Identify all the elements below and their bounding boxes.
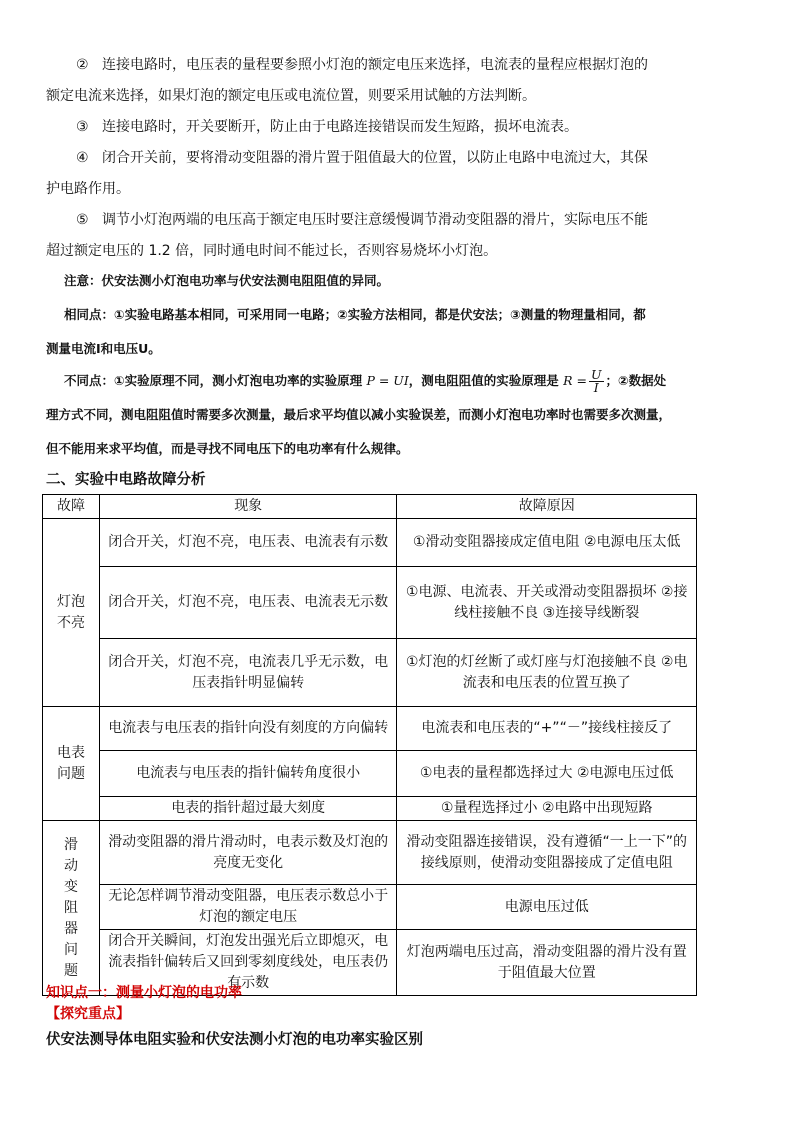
fault-group-label [43,821,100,996]
phenomenon-cell: 闭合开关，灯泡不亮，电流表几乎无示数，电压表指针明显偏转 [99,639,396,707]
formula-fraction [589,369,604,394]
note-diff-text: 不同点：①实验原理不同，测小灯泡电功率的实验原理 [64,373,363,388]
item-number: ② [76,57,89,73]
item-text: 闭合开关前，要将滑动变阻器的滑片置于阻值最大的位置，以防止电路中电流过大，其保 [102,150,648,166]
note-title [46,264,746,298]
note-diff-text-2: ，测电阻阻值的实验原理是 [408,373,559,388]
table-row [43,639,697,707]
note-diff-text-3: ；②数据处 [605,373,667,388]
phenomenon-cell: 闭合开关，灯泡不亮，电压表、电流表无示数 [99,567,396,639]
table-row [43,885,697,930]
item-3 [46,112,746,143]
section-heading: 二、实验中电路故障分析 [46,472,206,488]
item-text-cont: 额定电流来选择，如果灯泡的额定电压或电流位置，则要采用试触的方法判断。 [46,88,536,104]
cause-cell: ①量程选择过小 ②电路中出现短路 [397,797,697,821]
item-number: ⑤ [76,212,89,228]
item-4 [46,143,746,205]
note-same [46,298,746,366]
fault-group-text: 电表问题 [56,744,85,782]
note-title-text: 注意：伏安法测小灯泡电功率与伏安法测电阻阻值的异同。 [64,273,390,288]
fault-group-text: 滑动变阻器问题 [63,836,78,979]
table-row [43,519,697,567]
fault-group-text: 灯泡不亮 [56,593,85,631]
phenomenon-cell: 电流表与电压表的指针向没有刻度的方向偏转 [99,707,396,751]
cause-cell: ①灯泡的灯丝断了或灯座与灯泡接触不良 ②电流表和电压表的位置互换了 [397,639,697,707]
phenomenon-cell: 闭合开关瞬间，灯泡发出强光后立即熄灭，电流表指针偏转后又回到零刻度线处，电压表仍有示数 [99,930,396,996]
header-cause: 故障原因 [397,495,697,519]
cause-cell: 灯泡两端电压过高，滑动变阻器的滑片没有置于阻值最大位置 [397,930,697,996]
explore-key-label: 【探究重点】 [46,1006,130,1022]
cause-cell: 电源电压过低 [397,885,697,930]
header-phenomenon: 现象 [99,495,396,519]
cause-cell: ①滑动变阻器接成定值电阻 ②电源电压太低 [397,519,697,567]
item-2 [46,50,746,112]
table-row [43,707,697,751]
phenomenon-cell: 闭合开关，灯泡不亮，电压表、电流表有示数 [99,519,396,567]
formula-denominator: I [593,380,599,395]
cause-cell: 滑动变阻器连接错误，没有遵循“一上一下”的接线原则，使滑动变阻器接成了定值电阻 [397,821,697,885]
item-text: 连接电路时，开关要断开，防止由于电路连接错误而发生短路，损坏电流表。 [102,119,578,135]
cause-cell: ①电表的量程都选择过大 ②电源电压过低 [397,751,697,797]
item-number: ③ [76,119,89,135]
table-row [43,567,697,639]
fault-group-label [43,707,100,821]
note-same-text-cont: 测量电流I和电压U。 [46,341,161,356]
phenomenon-cell: 滑动变阻器的滑片滑动时，电表示数及灯泡的亮度无变化 [99,821,396,885]
table-row [43,751,697,797]
formula-power: P = UI [366,373,409,388]
formula-numerator: U [591,367,602,382]
phenomenon-cell: 电流表与电压表的指针偏转角度很小 [99,751,396,797]
cause-cell: ①电源、电流表、开关或滑动变阻器损坏 ②接线柱接触不良 ③连接导线断裂 [397,567,697,639]
item-5 [46,205,746,267]
table-row [43,821,697,885]
table-row [43,797,697,821]
knowledge-point-heading: 知识点一：测量小灯泡的电功率 [46,985,242,1001]
item-number: ④ [76,150,89,166]
item-text: 连接电路时，电压表的量程要参照小灯泡的额定电压来选择，电流表的量程应根据灯泡的 [102,57,648,73]
table-header-row [43,495,697,519]
fault-group-label [43,519,100,707]
item-text-cont: 护电路作用。 [46,181,130,197]
cause-cell: 电流表和电压表的“+”“－”接线柱接反了 [397,707,697,751]
note-diff [46,364,746,466]
item-text: 调节小灯泡两端的电压高于额定电压时要注意缓慢调节滑动变阻器的滑片，实际电压不能 [102,212,648,228]
fault-table [42,494,697,996]
final-heading: 伏安法测导体电阻实验和伏安法测小灯泡的电功率实验区别 [46,1032,423,1048]
note-diff-text-line2: 理方式不同，测电阻阻值时需要多次测量，最后求平均值以减小实验误差，而测小灯泡电功率时也需要多次测量， [46,407,672,422]
header-fault: 故障 [43,495,100,519]
phenomenon-cell: 无论怎样调节滑动变阻器，电压表示数总小于灯泡的额定电压 [99,885,396,930]
item-text-cont: 超过额定电压的 1.2 倍，同时通电时间不能过长，否则容易烧坏小灯泡。 [46,243,498,259]
note-diff-text-line3: 但不能用来求平均值，而是寻找不同电压下的电功率有什么规律。 [46,441,409,456]
phenomenon-cell: 电表的指针超过最大刻度 [99,797,396,821]
formula-resistance-lhs: R = [563,373,587,388]
note-same-text: 相同点：①实验电路基本相同，可采用同一电路；②实验方法相同，都是伏安法；③测量的物理量相同，都 [64,307,646,322]
